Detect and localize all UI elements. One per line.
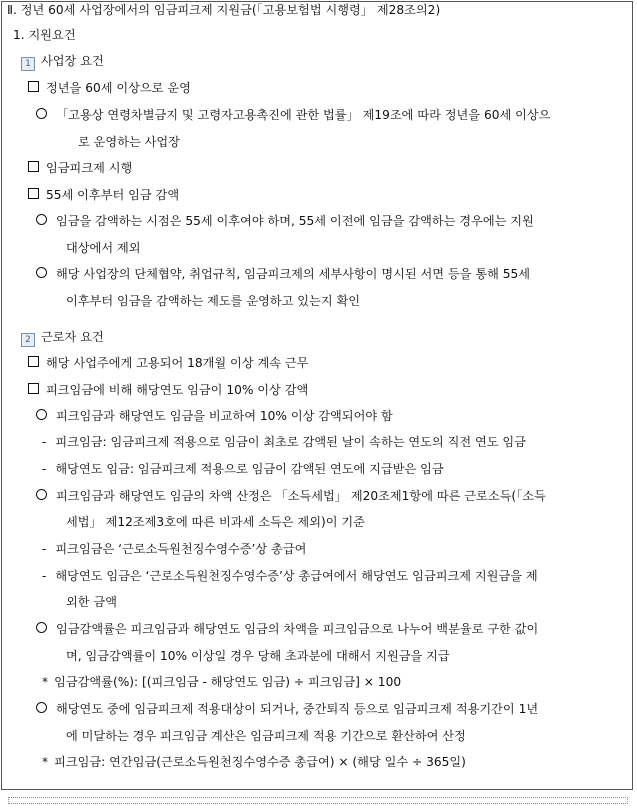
list-item-continuation: 외한 금액 [66,595,117,609]
list-item: 해당 사업주에게 고용되어 18개월 이상 계속 근무 [28,355,308,371]
asterisk-bullet-icon: * [42,675,49,689]
subsection-heading-worker [21,329,104,347]
list-item: 정년을 60세 이상으로 운영 [28,80,191,96]
circle-bullet-icon [36,409,47,420]
list-item: 해당연도 중에 임금피크제 적용대상이 되거나, 중간퇴직 등으로 임금피크제 적용기간이 1년 [36,701,538,717]
dash-bullet-icon: - [42,569,47,583]
list-item-continuation: 대상에서 제외 [66,241,141,255]
subsection-label: 사업장 요건 [41,54,104,68]
list-item: - 피크임금은 ‘근로소득원천징수영수증’상 총급여 [42,542,307,556]
square-bullet-icon [28,356,39,367]
list-item: 임금감액률은 피크임금과 해당연도 임금의 차액을 피크임금으로 나누어 백분율로 구한 값이 [36,621,538,637]
list-item: - 해당연도 임금은 ‘근로소득원천징수영수증’상 총급여에서 해당연도 임금피크제 지원금을 제 [42,569,538,583]
list-item: 임금을 감액하는 시점은 55세 이후여야 하며, 55세 이전에 임금을 감액하는 경우에는 지원 [36,213,534,229]
circle-bullet-icon [36,622,47,633]
square-bullet-icon [28,383,39,394]
square-bullet-icon [28,81,39,92]
list-item-continuation: 에 미달하는 경우 피크임금 계산은 임금피크제 적용 기간으로 환산하여 산정 [66,729,466,743]
number-box-icon: 2 [21,333,35,347]
circle-bullet-icon [36,108,47,119]
list-item: 55세 이후부터 임금 감액 [28,187,179,203]
dash-bullet-icon: - [42,435,47,449]
circle-bullet-icon [36,702,47,713]
formula-item: * 임금감액률(%): [(피크임금 - 해당연도 임금) ÷ 피크임금] × 100 [42,675,402,689]
list-item: - 피크임금: 임금피크제 적용으로 임금이 최초로 감액된 날이 속하는 연도의 직전 연도 임금 [42,435,526,449]
subsection-heading-business [21,53,104,71]
list-item: 해당 사업장의 단체협약, 취업규칙, 임금피크제의 세부사항이 명시된 서면 등을 통해 55세 [36,266,530,282]
document-title: Ⅱ. 정년 60세 사업장에서의 임금피크제 지원금(「고용보험법 시행령」 제28조의2) [7,3,441,17]
page-bottom-strip [8,797,628,804]
list-item: 임금피크제 시행 [28,160,132,176]
square-bullet-icon [28,161,39,172]
dash-bullet-icon: - [42,542,47,556]
square-bullet-icon [28,188,39,199]
number-box-icon: 1 [21,57,35,71]
subsection-label: 근로자 요건 [41,330,104,344]
formula-item: * 피크임금: 연간임금(근로소득원천징수영수증 총급여) × (해당 일수 ÷ 365일) [42,755,466,769]
circle-bullet-icon [36,489,47,500]
list-item: 피크임금에 비해 해당연도 임금이 10% 이상 감액 [28,382,308,398]
list-item-continuation: 며, 임금감액률이 10% 이상일 경우 당해 초과분에 대해서 지원금을 지급 [66,649,450,663]
list-item-continuation: 로 운영하는 사업장 [78,135,180,149]
list-item: 피크임금과 해당연도 임금의 차액 산정은 「소득세법」 제20조제1항에 따른 근로소득(「소득 [36,488,546,504]
list-item: 「고용상 연령차별금지 및 고령자고용촉진에 관한 법률」 제19조에 따라 정년을 60세 이상으 [36,107,550,123]
circle-bullet-icon [36,267,47,278]
list-item: - 해당연도 임금: 임금피크제 적용으로 임금이 감액된 연도에 지급받은 임금 [42,462,444,476]
asterisk-bullet-icon: * [42,755,49,769]
list-item-continuation: 이후부터 임금을 감액하는 제도를 운영하고 있는지 확인 [66,294,361,308]
section-heading: 1. 지원요건 [13,28,76,42]
list-item: 피크임금과 해당연도 임금을 비교하여 10% 이상 감액되어야 함 [36,408,393,424]
dash-bullet-icon: - [42,462,47,476]
circle-bullet-icon [36,214,47,225]
list-item-continuation: 세법」 제12조제3호에 따른 비과세 소득은 제외)이 기준 [66,515,365,529]
